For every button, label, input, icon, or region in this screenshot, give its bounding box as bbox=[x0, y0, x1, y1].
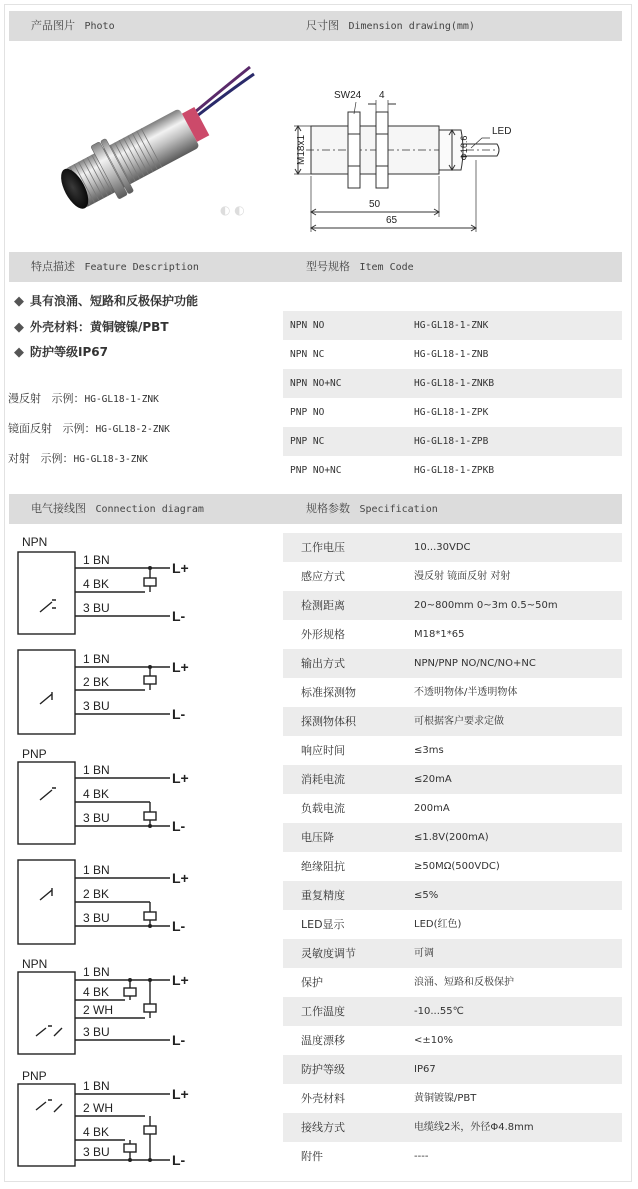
feature-item: ◆ 具有浪涌、短路和反极保护功能 bbox=[14, 294, 199, 309]
bullet-icon: ◆ bbox=[14, 320, 24, 335]
spec-row bbox=[283, 881, 622, 910]
feature-item: ◆ 防护等级IP67 bbox=[14, 345, 108, 360]
item-code-row: PNP NO+NC HG-GL18-1-ZPKB bbox=[290, 465, 495, 476]
wire-label: 3 BU bbox=[83, 601, 110, 615]
spec-value: IP67 bbox=[414, 1064, 436, 1075]
l-minus-label: L- bbox=[172, 608, 186, 624]
l-plus-label: L+ bbox=[172, 560, 189, 576]
spec-value: 不透明物体/半透明物体 bbox=[414, 687, 518, 698]
spec-value: 可调 bbox=[414, 948, 434, 959]
spec-row bbox=[283, 1113, 622, 1142]
spec-value: 200mA bbox=[414, 803, 450, 814]
spec-row bbox=[283, 736, 622, 765]
dimension-header bbox=[284, 11, 622, 41]
l-plus-label: L+ bbox=[172, 770, 189, 786]
spec-row bbox=[283, 1084, 622, 1113]
dimension-header-cn: 尺寸图 bbox=[306, 19, 339, 32]
spec-key: 接线方式 bbox=[301, 1121, 345, 1134]
wire-label: 2 BK bbox=[83, 675, 110, 689]
spec-key: 外壳材料 bbox=[301, 1092, 345, 1105]
spec-value: ≤20mA bbox=[414, 774, 452, 785]
wire-label: 3 BU bbox=[83, 1025, 110, 1039]
spec-row bbox=[283, 1026, 622, 1055]
spec-key: 工作温度 bbox=[301, 1005, 345, 1018]
spec-row bbox=[283, 649, 622, 678]
spec-row bbox=[283, 939, 622, 968]
l-minus-label: L- bbox=[172, 1152, 186, 1168]
spec-key: 响应时间 bbox=[301, 744, 345, 757]
spec-key: 防护等级 bbox=[301, 1063, 345, 1076]
l-plus-label: L+ bbox=[172, 1086, 189, 1102]
spec-key: 探测物体积 bbox=[301, 715, 356, 728]
spec-value: ≤5% bbox=[414, 890, 439, 901]
item-code-header-en: Item Code bbox=[359, 262, 414, 273]
feature-item: ◆ 外壳材料：黄铜镀镍/PBT bbox=[14, 320, 169, 335]
spec-value: 电缆线2米，外径Φ4.8mm bbox=[414, 1122, 534, 1133]
spec-value: ≥50MΩ(500VDC) bbox=[414, 861, 500, 872]
spec-row bbox=[283, 620, 622, 649]
spec-key: 电压降 bbox=[301, 831, 334, 844]
spec-key: 温度漂移 bbox=[301, 1034, 345, 1047]
wire-label: 3 BU bbox=[83, 811, 110, 825]
spec-key: 工作电压 bbox=[301, 541, 345, 554]
spec-key: 灵敏度调节 bbox=[301, 947, 356, 960]
spec-key: 检测距离 bbox=[301, 599, 345, 612]
spec-key: 标准探测物 bbox=[301, 686, 356, 699]
item-code-header bbox=[284, 252, 622, 282]
feature-header-cn: 特点描述 bbox=[31, 260, 75, 273]
npn-label: NPN bbox=[22, 535, 48, 549]
nut-width-label: 4 bbox=[379, 90, 385, 101]
item-code-row: PNP NC HG-GL18-1-ZPB bbox=[283, 427, 622, 456]
spec-row bbox=[283, 997, 622, 1026]
wire-label: 2 WH bbox=[83, 1003, 113, 1017]
spec-key: 附件 bbox=[301, 1150, 323, 1163]
spec-row bbox=[283, 562, 622, 591]
wire-label: 1 BN bbox=[83, 763, 110, 777]
spec-value: LED(红色) bbox=[414, 919, 462, 930]
photo-header-en: Photo bbox=[84, 21, 115, 32]
wire-label: 3 BU bbox=[83, 1145, 110, 1159]
l-plus-label: L+ bbox=[172, 659, 189, 675]
wiring-diagrams bbox=[10, 524, 272, 1174]
spec-row bbox=[283, 1142, 622, 1171]
specification-header bbox=[284, 494, 622, 524]
spec-key: 重复精度 bbox=[301, 889, 345, 902]
spec-value: 可根据客户要求定做 bbox=[414, 716, 504, 727]
spec-value: ≤3ms bbox=[414, 745, 444, 756]
svg-text:◐ ◐: ◐ ◐ bbox=[220, 203, 245, 217]
example-item: 镜面反射 示例：HG-GL18-2-ZNK bbox=[8, 422, 170, 435]
spec-row bbox=[283, 968, 622, 997]
spec-key: 保护 bbox=[301, 976, 323, 989]
diameter-label: Φ16.6 bbox=[459, 135, 469, 161]
spec-value: -10...55℃ bbox=[414, 1006, 464, 1017]
l-minus-label: L- bbox=[172, 818, 186, 834]
wire-label: 1 BN bbox=[83, 553, 110, 567]
spec-value: 黄铜镀镍/PBT bbox=[414, 1093, 477, 1104]
wire-label: 1 BN bbox=[83, 863, 110, 877]
spec-value: M18*1*65 bbox=[414, 629, 465, 640]
spec-value: ≤1.8V(200mA) bbox=[414, 832, 489, 843]
feature-header bbox=[9, 252, 284, 282]
l-plus-label: L+ bbox=[172, 972, 189, 988]
spec-row bbox=[283, 1055, 622, 1084]
item-code-row: NPN NC HG-GL18-1-ZNB bbox=[290, 349, 489, 360]
thread-label: M18x1 bbox=[296, 134, 307, 166]
feature-header-en: Feature Description bbox=[84, 262, 199, 273]
specification-header-cn: 规格参数 bbox=[306, 502, 350, 515]
spec-key: LED显示 bbox=[301, 918, 345, 931]
l-minus-label: L- bbox=[172, 706, 186, 722]
spec-key: 消耗电流 bbox=[301, 773, 345, 786]
length-50-label: 50 bbox=[369, 199, 381, 210]
wire-label: 4 BK bbox=[83, 1125, 110, 1139]
spec-value: <±10% bbox=[414, 1035, 453, 1046]
bullet-icon: ◆ bbox=[14, 345, 24, 360]
npn-label: NPN bbox=[22, 957, 48, 971]
led-label: LED bbox=[492, 126, 512, 137]
wire-label: 2 BK bbox=[83, 887, 110, 901]
photo-header-cn: 产品图片 bbox=[31, 19, 75, 32]
spec-row bbox=[283, 765, 622, 794]
spec-value: 浪涌、短路和反极保护 bbox=[414, 977, 514, 988]
bullet-icon: ◆ bbox=[14, 294, 24, 309]
spec-key: 外形规格 bbox=[301, 628, 345, 641]
spec-value: ---- bbox=[414, 1151, 429, 1162]
item-code-row: PNP NO HG-GL18-1-ZPK bbox=[290, 407, 489, 418]
dimension-header-en: Dimension drawing(mm) bbox=[348, 21, 475, 32]
wire-label: 1 BN bbox=[83, 965, 110, 979]
item-code-row: NPN NO+NC HG-GL18-1-ZNKB bbox=[283, 369, 622, 398]
spec-value: 20~800mm 0~3m 0.5~50m bbox=[414, 600, 558, 611]
spec-key: 绝缘阻抗 bbox=[301, 860, 345, 873]
connection-header-cn: 电气接线图 bbox=[31, 502, 86, 515]
spec-row bbox=[283, 533, 622, 562]
wire-label: 2 WH bbox=[83, 1101, 113, 1115]
l-minus-label: L- bbox=[172, 918, 186, 934]
item-code-header-cn: 型号规格 bbox=[306, 260, 350, 273]
spec-key: 输出方式 bbox=[301, 657, 345, 670]
dimension-drawing bbox=[286, 42, 622, 252]
spec-row bbox=[283, 591, 622, 620]
spec-row bbox=[283, 794, 622, 823]
spec-key: 感应方式 bbox=[301, 570, 345, 583]
spec-row bbox=[283, 910, 622, 939]
wire-label: 4 BK bbox=[83, 985, 110, 999]
pnp-label: PNP bbox=[22, 747, 47, 761]
wire-label: 4 BK bbox=[83, 577, 110, 591]
item-code-row: NPN NO HG-GL18-1-ZNK bbox=[283, 311, 622, 340]
spec-value: NPN/PNP NO/NC/NO+NC bbox=[414, 658, 536, 669]
spec-value: 10...30VDC bbox=[414, 542, 471, 553]
wire-label: 3 BU bbox=[83, 699, 110, 713]
pnp-label: PNP bbox=[22, 1069, 47, 1083]
example-item: 漫反射 示例：HG-GL18-1-ZNK bbox=[8, 392, 159, 405]
l-minus-label: L- bbox=[172, 1032, 186, 1048]
photo-header bbox=[9, 11, 284, 41]
spec-row bbox=[283, 823, 622, 852]
connection-header-en: Connection diagram bbox=[95, 504, 204, 515]
wire-label: 3 BU bbox=[83, 911, 110, 925]
wire-label: 4 BK bbox=[83, 787, 110, 801]
wire-label: 1 BN bbox=[83, 1079, 110, 1093]
example-item: 对射 示例：HG-GL18-3-ZNK bbox=[8, 452, 148, 465]
product-photo bbox=[10, 42, 282, 252]
connection-header bbox=[9, 494, 284, 524]
spec-row bbox=[283, 707, 622, 736]
spec-row bbox=[283, 852, 622, 881]
wire-label: 1 BN bbox=[83, 652, 110, 666]
specification-header-en: Specification bbox=[359, 504, 438, 515]
spec-row bbox=[283, 678, 622, 707]
spec-value: 漫反射 镜面反射 对射 bbox=[414, 571, 511, 582]
spec-key: 负载电流 bbox=[301, 802, 345, 815]
l-plus-label: L+ bbox=[172, 870, 189, 886]
wrench-label: SW24 bbox=[334, 90, 362, 101]
length-65-label: 65 bbox=[386, 215, 398, 226]
